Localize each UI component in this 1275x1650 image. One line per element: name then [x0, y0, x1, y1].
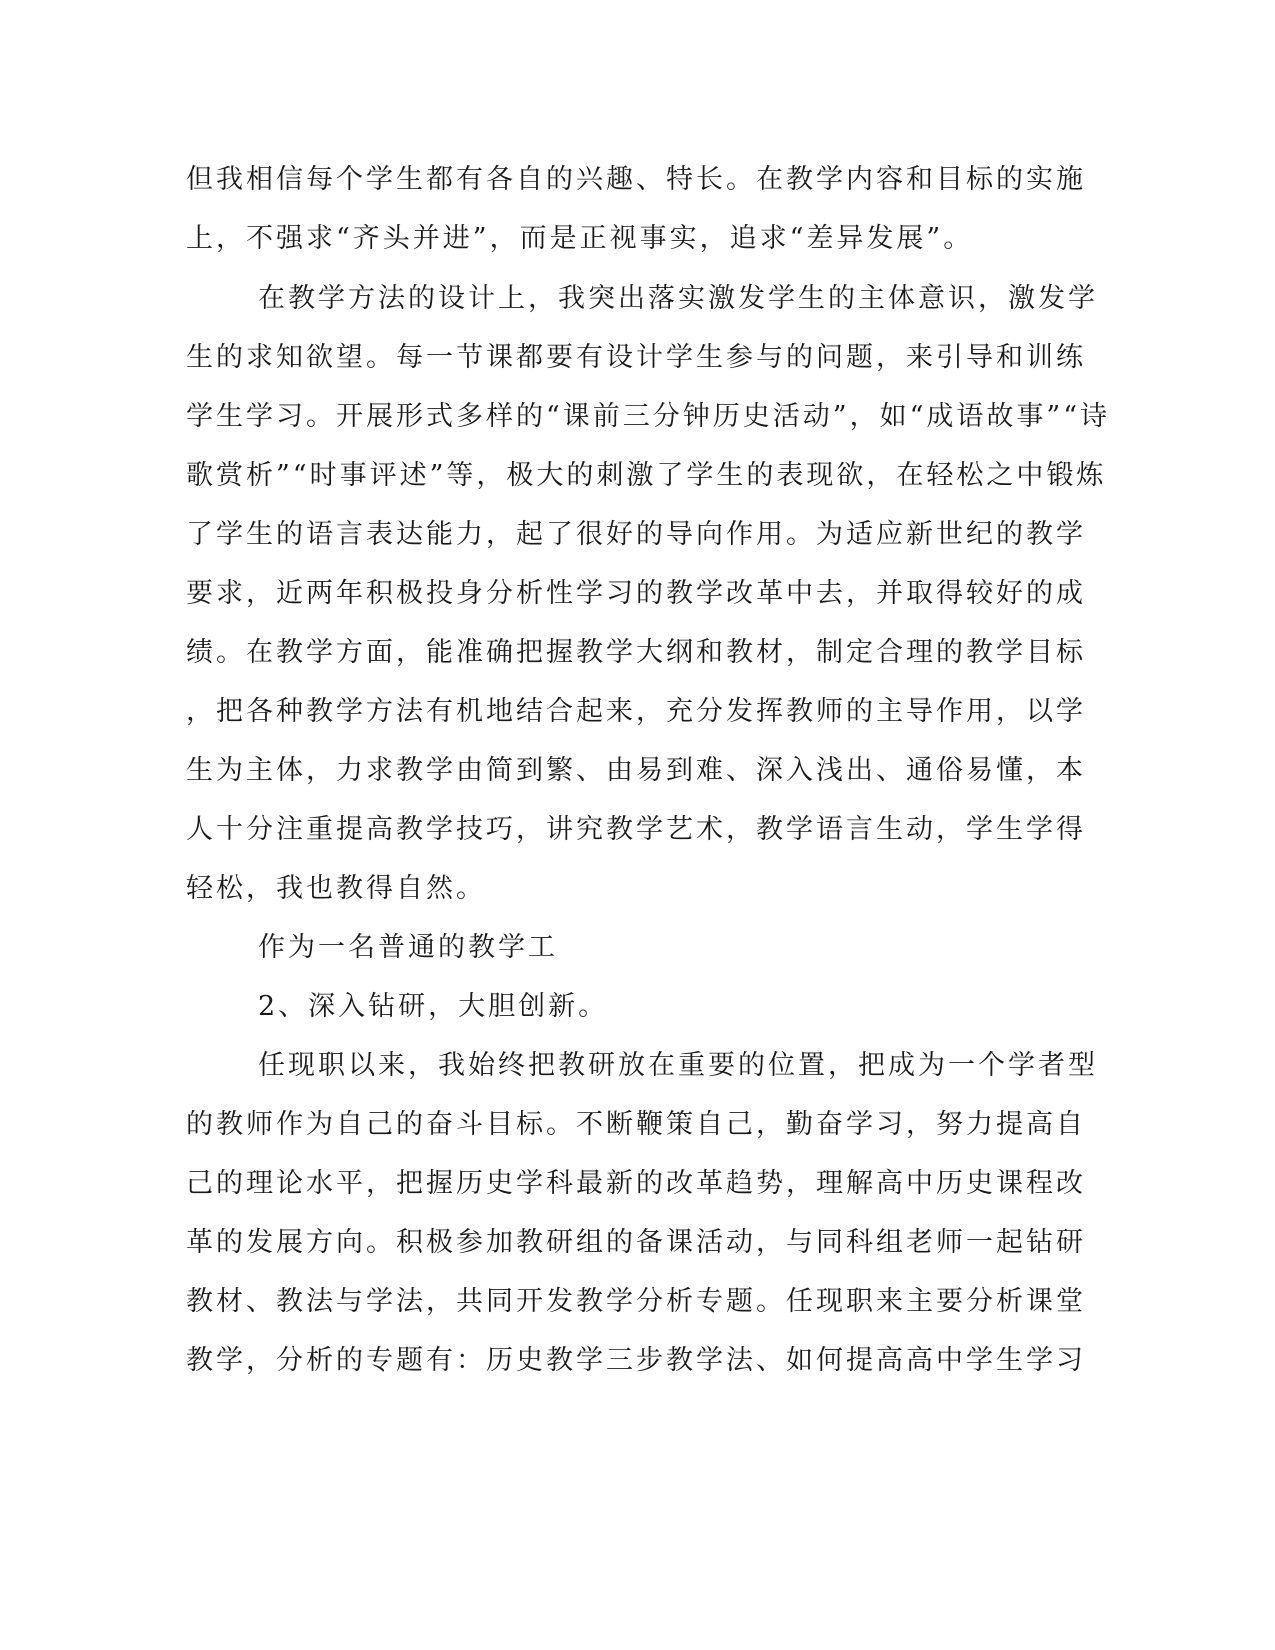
text-line: 革的发展方向。积极参加教研组的备课活动，与同科组老师一起钻研 — [186, 1227, 1086, 1258]
text-line: 生的求知欲望。每一节课都要有设计学生参与的问题，来引导和训练 — [186, 342, 1086, 373]
text-line: 轻松，我也教得自然。 — [186, 873, 486, 904]
text-line: 绩。在教学方面，能准确把握教学大纲和教材，制定合理的教学目标 — [186, 637, 1086, 668]
text-line: 了学生的语言表达能力，起了很好的导向作用。为适应新世纪的教学 — [186, 519, 1086, 550]
text-line: 歌赏析”“时事评述”等，极大的刺激了学生的表现欲，在轻松之中锻炼 — [186, 460, 1107, 491]
text-line: 但我相信每个学生都有各自的兴趣、特长。在教学内容和目标的实施 — [186, 164, 1086, 195]
paragraph-first-line: 作为一名普通的教学工 — [258, 932, 558, 963]
text-line: 生为主体，力求教学由简到繁、由易到难、深入浅出、通俗易懂，本 — [186, 755, 1086, 786]
text-line: 要求，近两年积极投身分析性学习的教学改革中去，并取得较好的成 — [186, 578, 1086, 609]
paragraph-first-line: 任现职以来，我始终把教研放在重要的位置，把成为一个学者型 — [258, 1050, 1098, 1081]
paragraph-first-line: 在教学方法的设计上，我突出落实激发学生的主体意识，激发学 — [258, 283, 1098, 314]
section-heading: 2、深入钻研，大胆创新。 — [258, 991, 609, 1022]
text-line: ，把各种教学方法有机地结合起来，充分发挥教师的主导作用，以学 — [186, 696, 1086, 727]
text-line: 上，不强求“齐头并进”，而是正视事实，追求“差异发展”。 — [186, 223, 974, 254]
text-line: 学生学习。开展形式多样的“课前三分钟历史活动”，如“成语故事”“诗 — [186, 401, 1111, 432]
text-line: 己的理论水平，把握历史学科最新的改革趋势，理解高中历史课程改 — [186, 1168, 1086, 1199]
text-line: 人十分注重提高教学技巧，讲究教学艺术，教学语言生动，学生学得 — [186, 814, 1086, 845]
text-line: 教学，分析的专题有：历史教学三步教学法、如何提高高中学生学习 — [186, 1345, 1086, 1376]
text-line: 的教师作为自己的奋斗目标。不断鞭策自己，勤奋学习，努力提高自 — [186, 1109, 1086, 1140]
text-line: 教材、教法与学法，共同开发教学分析专题。任现职来主要分析课堂 — [186, 1286, 1086, 1317]
